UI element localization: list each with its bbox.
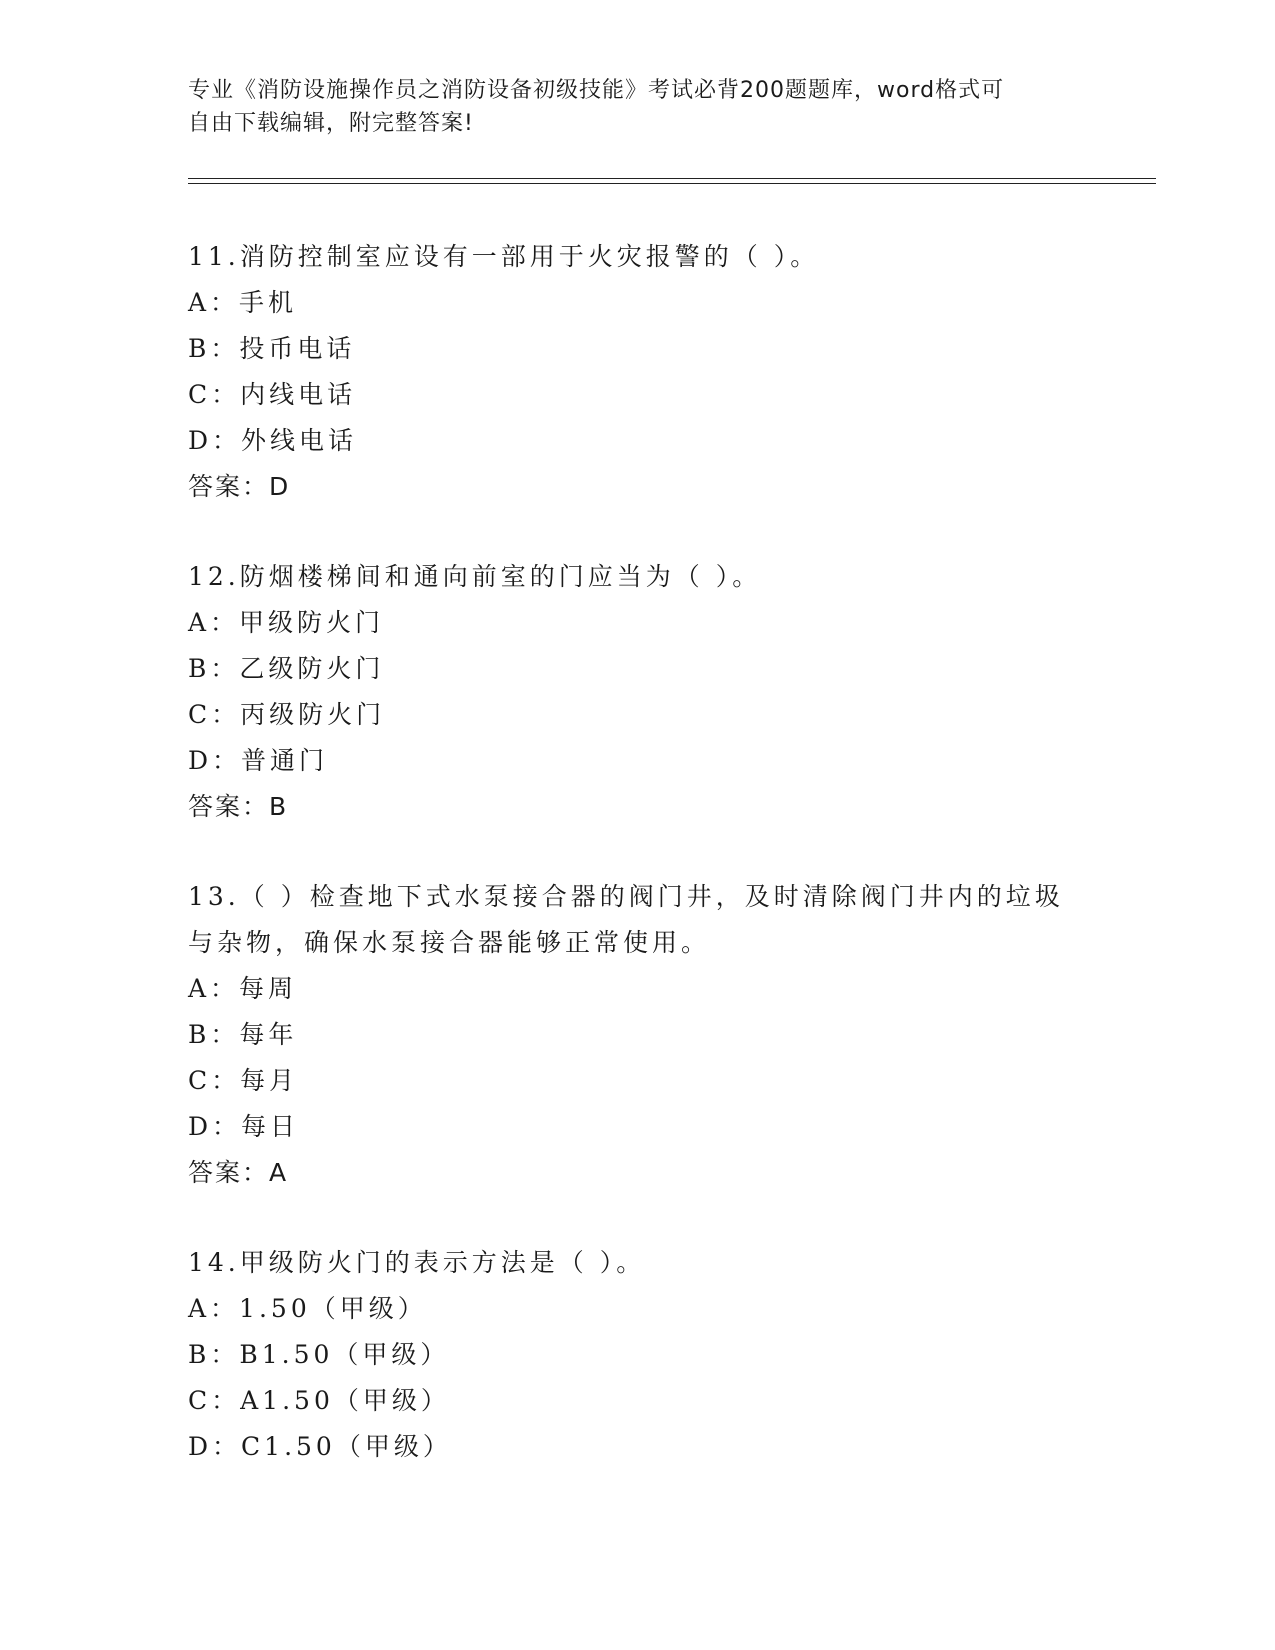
question-stem: 11.消防控制室应设有一部用于火灾报警的（ ）。 [188, 242, 820, 271]
question-stem-continued: 与杂物，确保水泵接合器能够正常使用。 [188, 928, 711, 957]
question-stem: 12.防烟楼梯间和通向前室的门应当为（ ）。 [188, 562, 762, 591]
option-c: C：内线电话 [188, 380, 357, 409]
question-13 [188, 874, 1088, 1196]
question-12 [188, 554, 1088, 830]
option-a: A：手机 [188, 288, 298, 317]
question-11 [188, 234, 1088, 510]
option-a: A：1.50（甲级） [188, 1294, 427, 1323]
option-c: C：丙级防火门 [188, 700, 386, 729]
option-d: D：C1.50（甲级） [188, 1432, 452, 1461]
answer-line: 答案：D [188, 472, 291, 501]
header-line-2: 自由下载编辑，附完整答案! [188, 111, 474, 136]
question-stem: 14.甲级防火门的表示方法是（ ）。 [188, 1248, 646, 1277]
option-d: D：普通门 [188, 746, 329, 775]
option-b: B：每年 [188, 1020, 298, 1049]
option-b: B：乙级防火门 [188, 654, 385, 683]
header-line-1: 专业《消防设施操作员之消防设备初级技能》考试必背200题题库，word格式可 [188, 78, 1005, 103]
option-b: B：投币电话 [188, 334, 356, 363]
option-d: D：每日 [188, 1112, 300, 1141]
answer-line: 答案：A [188, 1158, 289, 1187]
option-a: A：每周 [188, 974, 298, 1003]
option-c: C：A1.50（甲级） [188, 1386, 450, 1415]
question-14 [188, 1240, 1088, 1470]
header-divider-bottom [188, 183, 1156, 184]
answer-line: 答案：B [188, 792, 289, 821]
option-c: C：每月 [188, 1066, 299, 1095]
option-d: D：外线电话 [188, 426, 358, 455]
option-a: A：甲级防火门 [188, 608, 385, 637]
question-stem: 13.（ ）检查地下式水泵接合器的阀门井，及时清除阀门井内的垃圾 [188, 882, 1064, 911]
document-header [188, 74, 1068, 140]
option-b: B：B1.50（甲级） [188, 1340, 450, 1369]
header-divider-top [188, 178, 1156, 179]
